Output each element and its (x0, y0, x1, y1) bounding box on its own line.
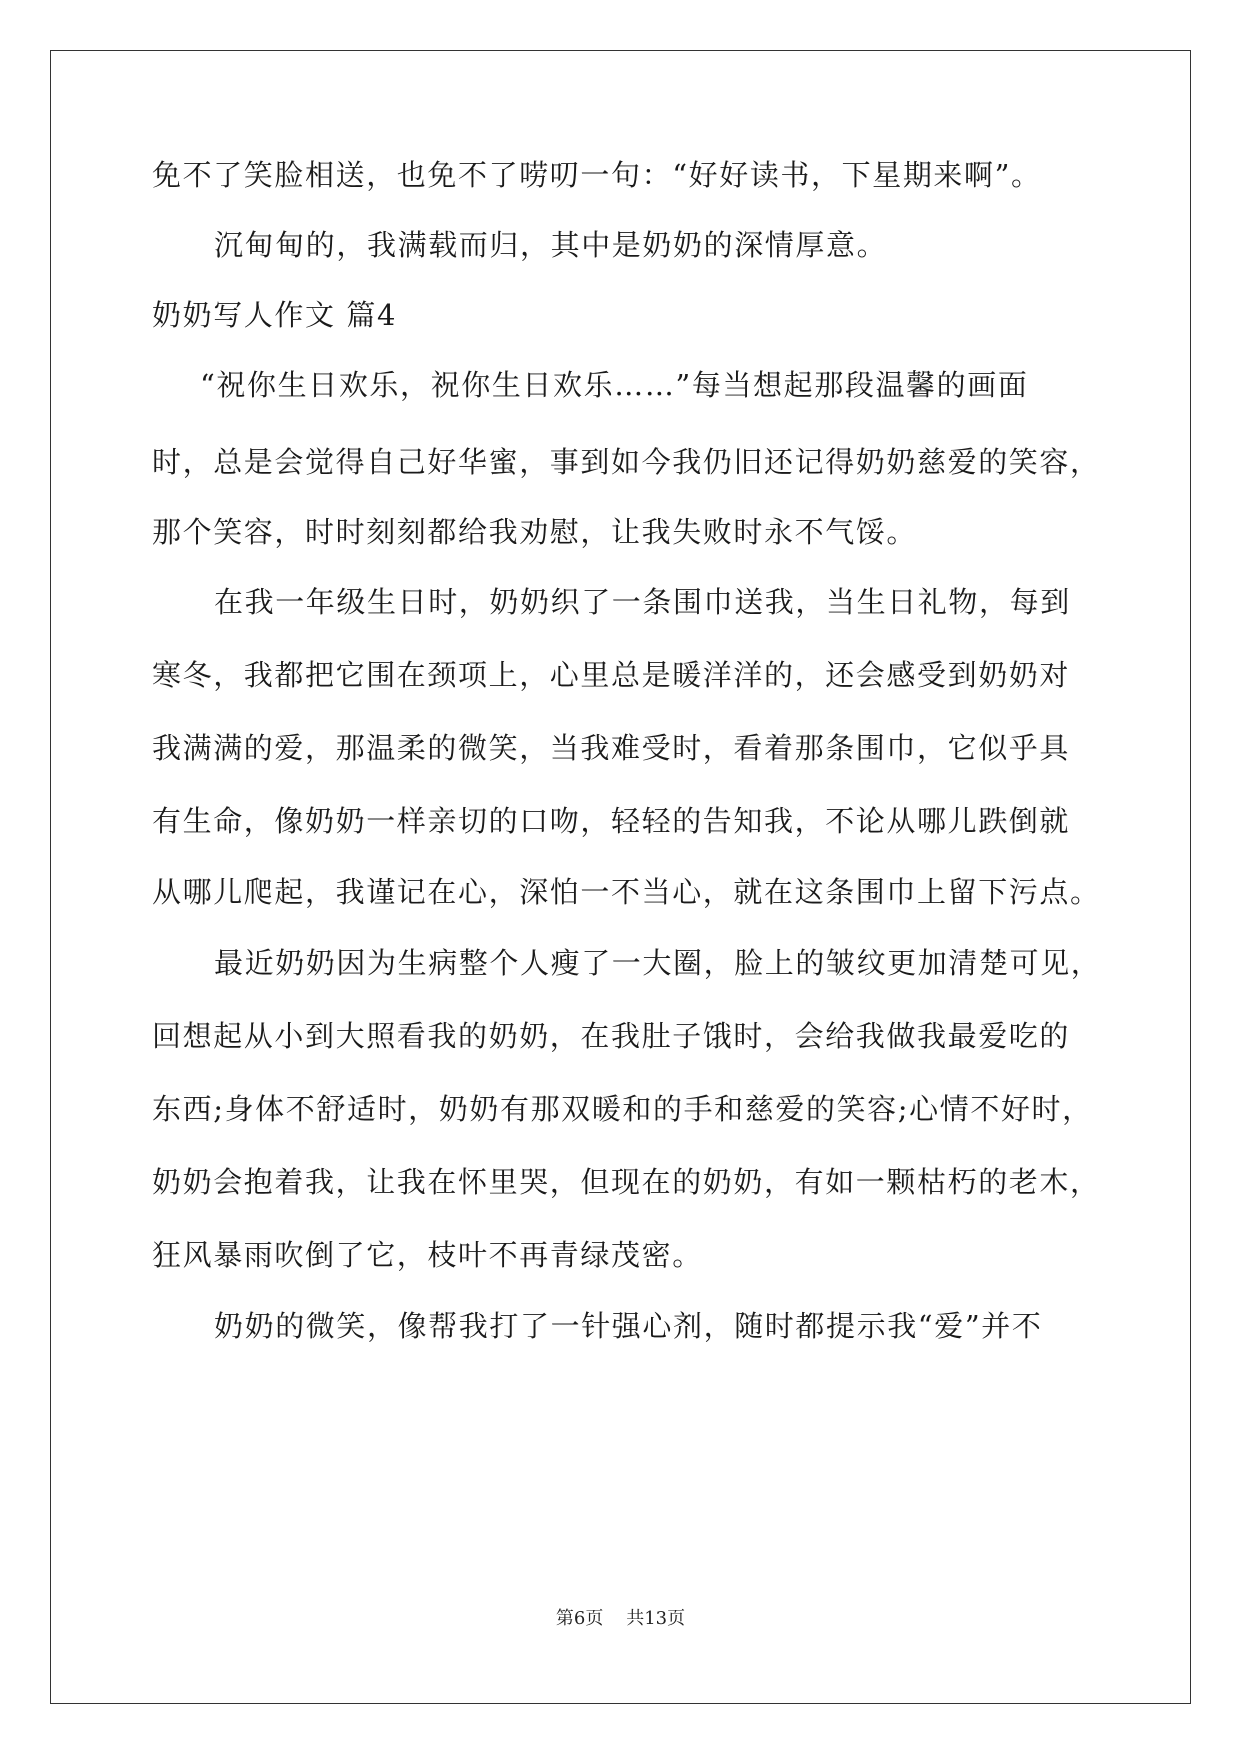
text-line: 免不了笑脸相送，也免不了唠叨一句：“好好读书，下星期来啊”。 (152, 158, 1042, 192)
section-heading: 奶奶写人作文 篇4 (152, 298, 398, 332)
text-line: “祝你生日欢乐，祝你生日欢乐……”每当想起那段温馨的画面 (200, 368, 1029, 402)
text-line: 寒冬，我都把它围在颈项上，心里总是暖洋洋的，还会感受到奶奶对 (152, 658, 1071, 692)
text-line: 最近奶奶因为生病整个人瘦了一大圈，脸上的皱纹更加清楚可见， (214, 946, 1102, 980)
text-line: 有生命，像奶奶一样亲切的口吻，轻轻的告知我，不论从哪儿跌倒就 (152, 804, 1071, 838)
text-line: 狂风暴雨吹倒了它，枝叶不再青绿茂密。 (152, 1238, 703, 1272)
text-line: 奶奶会抱着我，让我在怀里哭，但现在的奶奶，有如一颗枯朽的老木， (152, 1165, 1101, 1199)
text-line: 从哪儿爬起，我谨记在心，深怕一不当心，就在这条围巾上留下污点。 (152, 875, 1101, 909)
text-line: 在我一年级生日时，奶奶织了一条围巾送我，当生日礼物，每到 (214, 585, 1071, 619)
text-line: 奶奶的微笑，像帮我打了一针强心剂，随时都提示我“爱”并不 (214, 1309, 1043, 1343)
text-line: 我满满的爱，那温柔的微笑，当我难受时，看着那条围巾，它似乎具 (152, 731, 1071, 765)
text-line: 时，总是会觉得自己好华蜜，事到如今我仍旧还记得奶奶慈爱的笑容， (152, 445, 1101, 479)
page-number: 第6页 共13页 (555, 1608, 686, 1629)
text-line: 那个笑容，时时刻刻都给我劝慰，让我失败时永不气馁。 (152, 515, 918, 549)
text-line: 回想起从小到大照看我的奶奶，在我肚子饿时，会给我做我最爱吃的 (152, 1019, 1071, 1053)
text-line: 东西;身体不舒适时，奶奶有那双暖和的手和慈爱的笑容;心情不好时， (152, 1092, 1093, 1126)
text-line: 沉甸甸的，我满载而归，其中是奶奶的深情厚意。 (214, 228, 888, 262)
